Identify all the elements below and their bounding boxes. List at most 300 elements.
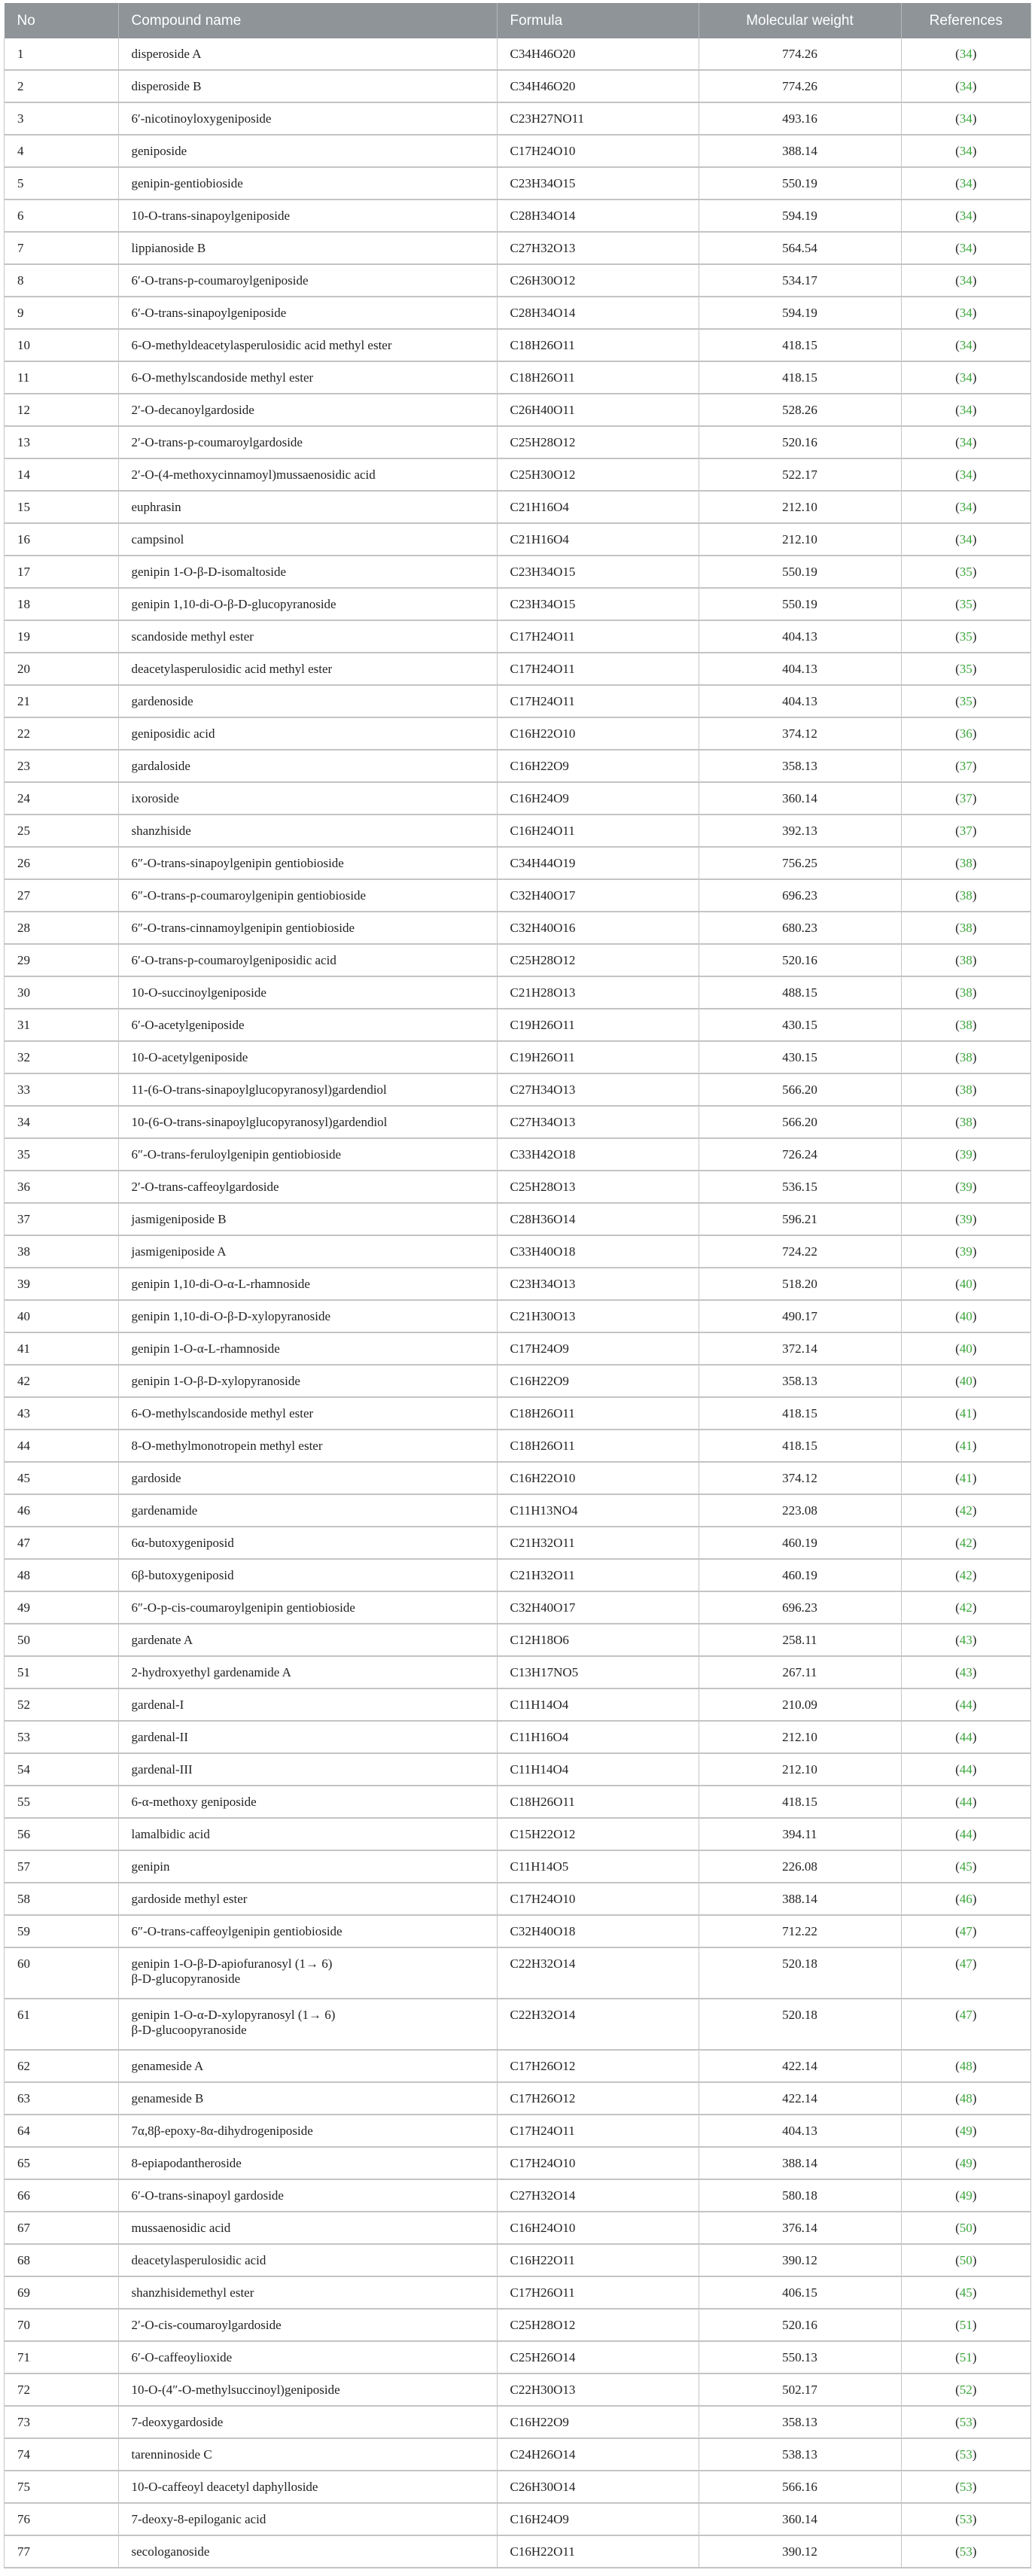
formula: C17H24O11 bbox=[497, 653, 699, 685]
molecular-weight: 422.14 bbox=[699, 2082, 901, 2115]
formula: C18H26O11 bbox=[497, 329, 699, 361]
molecular-weight: 372.14 bbox=[699, 1332, 901, 1365]
reference-link[interactable]: 44 bbox=[959, 1762, 973, 1777]
reference-link[interactable]: 44 bbox=[959, 1698, 973, 1712]
compound-name: 10-(6-O-trans-sinapoylglucopyranosyl)gardendiol bbox=[118, 1106, 497, 1138]
reference-link[interactable]: 37 bbox=[959, 824, 973, 838]
reference-citation bbox=[955, 985, 976, 1000]
reference-link[interactable]: 51 bbox=[959, 2318, 973, 2332]
reference-link[interactable]: 34 bbox=[959, 435, 973, 449]
reference-link[interactable]: 39 bbox=[959, 1212, 973, 1226]
compound-name: 6″-O-trans-sinapoylgenipin gentiobioside bbox=[118, 847, 497, 879]
molecular-weight: 376.14 bbox=[699, 2212, 901, 2244]
reference-link[interactable]: 35 bbox=[959, 565, 973, 579]
table-row bbox=[5, 1397, 1031, 1430]
reference bbox=[901, 2438, 1031, 2471]
reference-citation bbox=[955, 241, 976, 255]
reference-citation bbox=[955, 1018, 976, 1032]
formula: C28H36O14 bbox=[497, 1203, 699, 1235]
reference-link[interactable]: 43 bbox=[959, 1665, 973, 1679]
reference-link[interactable]: 41 bbox=[959, 1471, 973, 1485]
reference bbox=[901, 297, 1031, 329]
reference-link[interactable]: 34 bbox=[959, 209, 973, 223]
reference bbox=[901, 2212, 1031, 2244]
reference bbox=[901, 2276, 1031, 2309]
row-number: 40 bbox=[5, 1300, 119, 1332]
formula: C23H34O15 bbox=[497, 556, 699, 588]
reference bbox=[901, 394, 1031, 426]
reference-link[interactable]: 38 bbox=[959, 1115, 973, 1129]
table-row bbox=[5, 1721, 1031, 1753]
row-number: 65 bbox=[5, 2147, 119, 2179]
reference-link[interactable]: 34 bbox=[959, 176, 973, 190]
reference bbox=[901, 135, 1031, 167]
molecular-weight: 390.12 bbox=[699, 2244, 901, 2276]
reference-citation bbox=[955, 111, 976, 126]
reference-citation bbox=[955, 1341, 976, 1356]
reference-link[interactable]: 34 bbox=[959, 500, 973, 514]
reference-link[interactable]: 34 bbox=[959, 403, 973, 417]
reference-link[interactable]: 53 bbox=[959, 2480, 973, 2494]
reference-link[interactable]: 50 bbox=[959, 2221, 973, 2235]
molecular-weight: 212.10 bbox=[699, 1753, 901, 1786]
molecular-weight: 594.19 bbox=[699, 297, 901, 329]
reference-link[interactable]: 38 bbox=[959, 953, 973, 967]
table-row bbox=[5, 2438, 1031, 2471]
table-row bbox=[5, 1624, 1031, 1656]
reference-link[interactable]: 47 bbox=[959, 1956, 973, 1971]
reference-citation bbox=[955, 1730, 976, 1744]
reference-citation bbox=[955, 2447, 976, 2462]
reference-link[interactable]: 34 bbox=[959, 532, 973, 547]
molecular-weight: 388.14 bbox=[699, 1883, 901, 1915]
row-number: 9 bbox=[5, 297, 119, 329]
compound-name: gardenal-I bbox=[118, 1688, 497, 1721]
reference-link[interactable]: 34 bbox=[959, 79, 973, 93]
reference-link[interactable]: 53 bbox=[959, 2447, 973, 2462]
reference-link[interactable]: 35 bbox=[959, 694, 973, 708]
reference-link[interactable]: 39 bbox=[959, 1180, 973, 1194]
row-number: 31 bbox=[5, 1009, 119, 1041]
compound-name: 6′-O-trans-sinapoylgeniposide bbox=[118, 297, 497, 329]
compound-name: gardaloside bbox=[118, 750, 497, 782]
reference bbox=[901, 2471, 1031, 2503]
reference bbox=[901, 1462, 1031, 1494]
reference bbox=[901, 2309, 1031, 2341]
compound-name: 6′-O-trans-p-coumaroylgeniposidic acid bbox=[118, 944, 497, 976]
reference-link[interactable]: 34 bbox=[959, 306, 973, 320]
formula: C21H30O13 bbox=[497, 1300, 699, 1332]
reference bbox=[901, 1753, 1031, 1786]
reference-citation bbox=[955, 209, 976, 223]
compound-name: 7-deoxy-8-epiloganic acid bbox=[118, 2503, 497, 2535]
table-row bbox=[5, 1850, 1031, 1883]
reference-link[interactable]: 35 bbox=[959, 629, 973, 644]
row-number: 3 bbox=[5, 102, 119, 135]
row-number: 17 bbox=[5, 556, 119, 588]
molecular-weight: 502.17 bbox=[699, 2374, 901, 2406]
reference bbox=[901, 1947, 1031, 1999]
compound-name: gardenamide bbox=[118, 1494, 497, 1527]
reference-citation bbox=[955, 726, 976, 741]
reference-link[interactable]: 41 bbox=[959, 1439, 973, 1453]
molecular-weight: 430.15 bbox=[699, 1009, 901, 1041]
row-number: 62 bbox=[5, 2050, 119, 2082]
compound-name: 10-O-trans-sinapoylgeniposide bbox=[118, 199, 497, 232]
reference-link[interactable]: 40 bbox=[959, 1309, 973, 1323]
reference-link[interactable]: 52 bbox=[959, 2383, 973, 2397]
reference-link[interactable]: 49 bbox=[959, 2124, 973, 2138]
reference-link[interactable]: 42 bbox=[959, 1503, 973, 1518]
reference-link[interactable]: 51 bbox=[959, 2350, 973, 2364]
formula: C18H26O11 bbox=[497, 1786, 699, 1818]
molecular-weight: 696.23 bbox=[699, 1591, 901, 1624]
reference bbox=[901, 1999, 1031, 2050]
reference-link[interactable]: 46 bbox=[959, 1892, 973, 1906]
reference-citation bbox=[955, 1439, 976, 1453]
reference-link[interactable]: 40 bbox=[959, 1341, 973, 1356]
reference bbox=[901, 167, 1031, 199]
reference bbox=[901, 2406, 1031, 2438]
reference-link[interactable]: 37 bbox=[959, 791, 973, 805]
compound-name: 2-hydroxyethyl gardenamide A bbox=[118, 1656, 497, 1688]
formula: C16H24O9 bbox=[497, 2503, 699, 2535]
table-row bbox=[5, 426, 1031, 458]
molecular-weight: 528.26 bbox=[699, 394, 901, 426]
compound-name: genameside B bbox=[118, 2082, 497, 2115]
formula: C24H26O14 bbox=[497, 2438, 699, 2471]
table-row bbox=[5, 1494, 1031, 1527]
table-row bbox=[5, 2147, 1031, 2179]
table-row bbox=[5, 1818, 1031, 1850]
molecular-weight: 418.15 bbox=[699, 1430, 901, 1462]
formula: C28H34O14 bbox=[497, 297, 699, 329]
compound-name: 2′-O-trans-caffeoylgardoside bbox=[118, 1171, 497, 1203]
reference bbox=[901, 2535, 1031, 2568]
compound-name: 7α,8β-epoxy-8α-dihydrogeniposide bbox=[118, 2115, 497, 2147]
formula: C18H26O11 bbox=[497, 1430, 699, 1462]
reference bbox=[901, 523, 1031, 556]
compound-name: shanzhisidemethyl ester bbox=[118, 2276, 497, 2309]
reference-link[interactable]: 45 bbox=[959, 2285, 973, 2300]
formula: C16H22O11 bbox=[497, 2535, 699, 2568]
reference-link[interactable]: 48 bbox=[959, 2091, 973, 2106]
reference-link[interactable]: 39 bbox=[959, 1147, 973, 1162]
reference-citation bbox=[955, 1406, 976, 1420]
row-number: 64 bbox=[5, 2115, 119, 2147]
reference-link[interactable]: 49 bbox=[959, 2156, 973, 2170]
table-row bbox=[5, 912, 1031, 944]
formula: C23H34O13 bbox=[497, 1268, 699, 1300]
molecular-weight: 712.22 bbox=[699, 1915, 901, 1947]
reference-citation bbox=[955, 273, 976, 288]
reference-link[interactable]: 42 bbox=[959, 1536, 973, 1550]
row-number: 13 bbox=[5, 426, 119, 458]
row-number: 23 bbox=[5, 750, 119, 782]
reference-citation bbox=[955, 1115, 976, 1129]
molecular-weight: 564.54 bbox=[699, 232, 901, 264]
table-row bbox=[5, 1268, 1031, 1300]
molecular-weight: 696.23 bbox=[699, 879, 901, 912]
header-compound-name: Compound name bbox=[118, 3, 497, 38]
table-row bbox=[5, 1883, 1031, 1915]
reference-link[interactable]: 35 bbox=[959, 662, 973, 676]
reference-link[interactable]: 38 bbox=[959, 1082, 973, 1097]
reference-link[interactable]: 37 bbox=[959, 759, 973, 773]
molecular-weight: 392.13 bbox=[699, 815, 901, 847]
reference-link[interactable]: 38 bbox=[959, 888, 973, 903]
formula: C34H46O20 bbox=[497, 38, 699, 70]
reference-citation bbox=[955, 953, 976, 967]
formula: C17H26O12 bbox=[497, 2082, 699, 2115]
reference-link[interactable]: 40 bbox=[959, 1374, 973, 1388]
formula: C23H34O15 bbox=[497, 588, 699, 620]
table-row bbox=[5, 2503, 1031, 2535]
reference bbox=[901, 2050, 1031, 2082]
molecular-weight: 550.19 bbox=[699, 588, 901, 620]
reference bbox=[901, 1041, 1031, 1073]
table-row bbox=[5, 2082, 1031, 2115]
table-row bbox=[5, 944, 1031, 976]
molecular-weight: 520.18 bbox=[699, 1947, 901, 1999]
reference bbox=[901, 102, 1031, 135]
table-row bbox=[5, 523, 1031, 556]
compound-name: 6′-nicotinoyloxygeniposide bbox=[118, 102, 497, 135]
table-row bbox=[5, 717, 1031, 750]
reference-citation bbox=[955, 1244, 976, 1259]
table-row bbox=[5, 976, 1031, 1009]
formula: C17H24O10 bbox=[497, 135, 699, 167]
reference bbox=[901, 2374, 1031, 2406]
formula: C16H22O10 bbox=[497, 1462, 699, 1494]
reference-link[interactable]: 44 bbox=[959, 1827, 973, 1841]
reference bbox=[901, 2341, 1031, 2374]
formula: C11H14O5 bbox=[497, 1850, 699, 1883]
molecular-weight: 490.17 bbox=[699, 1300, 901, 1332]
reference-citation bbox=[955, 2285, 976, 2300]
table-row bbox=[5, 1656, 1031, 1688]
row-number: 11 bbox=[5, 361, 119, 394]
row-number: 2 bbox=[5, 70, 119, 102]
molecular-weight: 520.18 bbox=[699, 1999, 901, 2050]
reference-citation bbox=[955, 2091, 976, 2106]
table-row bbox=[5, 588, 1031, 620]
reference-link[interactable]: 42 bbox=[959, 1568, 973, 1582]
molecular-weight: 460.19 bbox=[699, 1527, 901, 1559]
reference-link[interactable]: 50 bbox=[959, 2253, 973, 2267]
row-number: 70 bbox=[5, 2309, 119, 2341]
reference-link[interactable]: 47 bbox=[959, 2008, 973, 2022]
reference-link[interactable]: 34 bbox=[959, 338, 973, 352]
reference-citation bbox=[955, 1374, 976, 1388]
compound-name: genipin 1-O-β-D-isomaltoside bbox=[118, 556, 497, 588]
row-number: 16 bbox=[5, 523, 119, 556]
row-number: 15 bbox=[5, 491, 119, 523]
formula: C22H32O14 bbox=[497, 1999, 699, 2050]
formula: C17H26O12 bbox=[497, 2050, 699, 2082]
molecular-weight: 212.10 bbox=[699, 491, 901, 523]
reference-link[interactable]: 38 bbox=[959, 921, 973, 935]
reference-link[interactable]: 53 bbox=[959, 2512, 973, 2526]
table-row bbox=[5, 556, 1031, 588]
reference bbox=[901, 1430, 1031, 1462]
table-row bbox=[5, 1591, 1031, 1624]
table-row bbox=[5, 1462, 1031, 1494]
row-number: 76 bbox=[5, 2503, 119, 2535]
molecular-weight: 422.14 bbox=[699, 2050, 901, 2082]
reference-citation bbox=[955, 467, 976, 482]
compound-name: genipin bbox=[118, 1850, 497, 1883]
table-row bbox=[5, 1365, 1031, 1397]
compound-name: genipin 1-O-α-L-rhamnoside bbox=[118, 1332, 497, 1365]
reference bbox=[901, 2179, 1031, 2212]
molecular-weight: 374.12 bbox=[699, 1462, 901, 1494]
molecular-weight: 566.20 bbox=[699, 1073, 901, 1106]
reference bbox=[901, 1721, 1031, 1753]
reference-citation bbox=[955, 1212, 976, 1226]
reference-link[interactable]: 38 bbox=[959, 1018, 973, 1032]
row-number: 63 bbox=[5, 2082, 119, 2115]
reference-link[interactable]: 44 bbox=[959, 1795, 973, 1809]
reference bbox=[901, 1138, 1031, 1171]
reference-citation bbox=[955, 565, 976, 579]
reference-citation bbox=[955, 338, 976, 352]
reference bbox=[901, 1883, 1031, 1915]
reference-link[interactable]: 40 bbox=[959, 1277, 973, 1291]
table-row bbox=[5, 879, 1031, 912]
reference-link[interactable]: 36 bbox=[959, 726, 973, 741]
formula: C16H24O11 bbox=[497, 815, 699, 847]
molecular-weight: 566.20 bbox=[699, 1106, 901, 1138]
molecular-weight: 520.16 bbox=[699, 2309, 901, 2341]
compound-name: genipin 1,10-di-O-α-L-rhamnoside bbox=[118, 1268, 497, 1300]
compound-name: genipin 1,10-di-O-β-D-glucopyranoside bbox=[118, 588, 497, 620]
row-number: 72 bbox=[5, 2374, 119, 2406]
table-row bbox=[5, 1300, 1031, 1332]
reference-link[interactable]: 44 bbox=[959, 1730, 973, 1744]
row-number: 8 bbox=[5, 264, 119, 297]
reference-citation bbox=[955, 500, 976, 514]
reference-link[interactable]: 43 bbox=[959, 1633, 973, 1647]
table-row bbox=[5, 167, 1031, 199]
reference bbox=[901, 879, 1031, 912]
reference-link[interactable]: 48 bbox=[959, 2059, 973, 2073]
reference-link[interactable]: 34 bbox=[959, 47, 973, 61]
compound-name: genipin 1-O-β-D-apiofuranosyl (1→ 6) β-D-glucopyranoside bbox=[118, 1947, 497, 1999]
compound-name: lamalbidic acid bbox=[118, 1818, 497, 1850]
row-number: 24 bbox=[5, 782, 119, 815]
reference-citation bbox=[955, 1147, 976, 1162]
compound-name: scandoside methyl ester bbox=[118, 620, 497, 653]
formula: C22H30O13 bbox=[497, 2374, 699, 2406]
formula: C16H22O9 bbox=[497, 2406, 699, 2438]
reference-link[interactable]: 34 bbox=[959, 273, 973, 288]
reference-link[interactable]: 45 bbox=[959, 1859, 973, 1874]
reference-citation bbox=[955, 435, 976, 449]
row-number: 39 bbox=[5, 1268, 119, 1300]
compound-name: jasmigeniposide A bbox=[118, 1235, 497, 1268]
formula: C26H40O11 bbox=[497, 394, 699, 426]
row-number: 43 bbox=[5, 1397, 119, 1430]
formula: C11H14O4 bbox=[497, 1688, 699, 1721]
reference-link[interactable]: 34 bbox=[959, 467, 973, 482]
compound-name: tarenninoside C bbox=[118, 2438, 497, 2471]
reference-link[interactable]: 38 bbox=[959, 856, 973, 870]
reference-link[interactable]: 53 bbox=[959, 2415, 973, 2429]
table-row bbox=[5, 458, 1031, 491]
reference bbox=[901, 588, 1031, 620]
reference-citation bbox=[955, 2059, 976, 2073]
formula: C16H24O9 bbox=[497, 782, 699, 815]
table-row bbox=[5, 620, 1031, 653]
row-number: 47 bbox=[5, 1527, 119, 1559]
formula: C21H28O13 bbox=[497, 976, 699, 1009]
reference bbox=[901, 1365, 1031, 1397]
reference bbox=[901, 976, 1031, 1009]
reference-link[interactable]: 34 bbox=[959, 370, 973, 385]
reference-link[interactable]: 47 bbox=[959, 1924, 973, 1938]
reference-citation bbox=[955, 791, 976, 805]
compound-name: geniposide bbox=[118, 135, 497, 167]
compound-name: 2′-O-trans-p-coumaroylgardoside bbox=[118, 426, 497, 458]
molecular-weight: 406.15 bbox=[699, 2276, 901, 2309]
molecular-weight: 756.25 bbox=[699, 847, 901, 879]
compounds-table bbox=[4, 3, 1031, 2568]
compound-name: 6′-O-trans-sinapoyl gardoside bbox=[118, 2179, 497, 2212]
table-row bbox=[5, 2406, 1031, 2438]
compound-name: 6-O-methylscandoside methyl ester bbox=[118, 361, 497, 394]
reference bbox=[901, 1203, 1031, 1235]
row-number: 20 bbox=[5, 653, 119, 685]
reference-link[interactable]: 41 bbox=[959, 1406, 973, 1420]
table-row bbox=[5, 1073, 1031, 1106]
table-row bbox=[5, 2244, 1031, 2276]
reference-link[interactable]: 34 bbox=[959, 241, 973, 255]
reference bbox=[901, 1268, 1031, 1300]
formula: C32H40O17 bbox=[497, 1591, 699, 1624]
reference-link[interactable]: 39 bbox=[959, 1244, 973, 1259]
formula: C16H22O9 bbox=[497, 1365, 699, 1397]
compound-name: 6′-O-trans-p-coumaroylgeniposide bbox=[118, 264, 497, 297]
compound-name: 6′-O-caffeoylioxide bbox=[118, 2341, 497, 2374]
row-number: 22 bbox=[5, 717, 119, 750]
reference-link[interactable]: 34 bbox=[959, 144, 973, 158]
reference-link[interactable]: 53 bbox=[959, 2544, 973, 2559]
table-row bbox=[5, 1235, 1031, 1268]
reference bbox=[901, 847, 1031, 879]
reference bbox=[901, 2244, 1031, 2276]
formula: C27H32O13 bbox=[497, 232, 699, 264]
reference bbox=[901, 1591, 1031, 1624]
row-number: 58 bbox=[5, 1883, 119, 1915]
reference-link[interactable]: 38 bbox=[959, 1050, 973, 1064]
header-references: References bbox=[901, 3, 1031, 38]
reference-link[interactable]: 34 bbox=[959, 111, 973, 126]
reference-link[interactable]: 49 bbox=[959, 2188, 973, 2203]
reference bbox=[901, 1786, 1031, 1818]
reference-link[interactable]: 42 bbox=[959, 1600, 973, 1615]
reference bbox=[901, 1235, 1031, 1268]
table-row bbox=[5, 491, 1031, 523]
table-row bbox=[5, 1106, 1031, 1138]
reference bbox=[901, 1332, 1031, 1365]
compound-name: 6″-O-trans-feruloylgenipin gentiobioside bbox=[118, 1138, 497, 1171]
reference-link[interactable]: 35 bbox=[959, 597, 973, 611]
compound-name: 8-epiapodantheroside bbox=[118, 2147, 497, 2179]
reference-link[interactable]: 38 bbox=[959, 985, 973, 1000]
formula: C17H24O10 bbox=[497, 2147, 699, 2179]
compound-name: 6-O-methyldeacetylasperulosidic acid methyl ester bbox=[118, 329, 497, 361]
